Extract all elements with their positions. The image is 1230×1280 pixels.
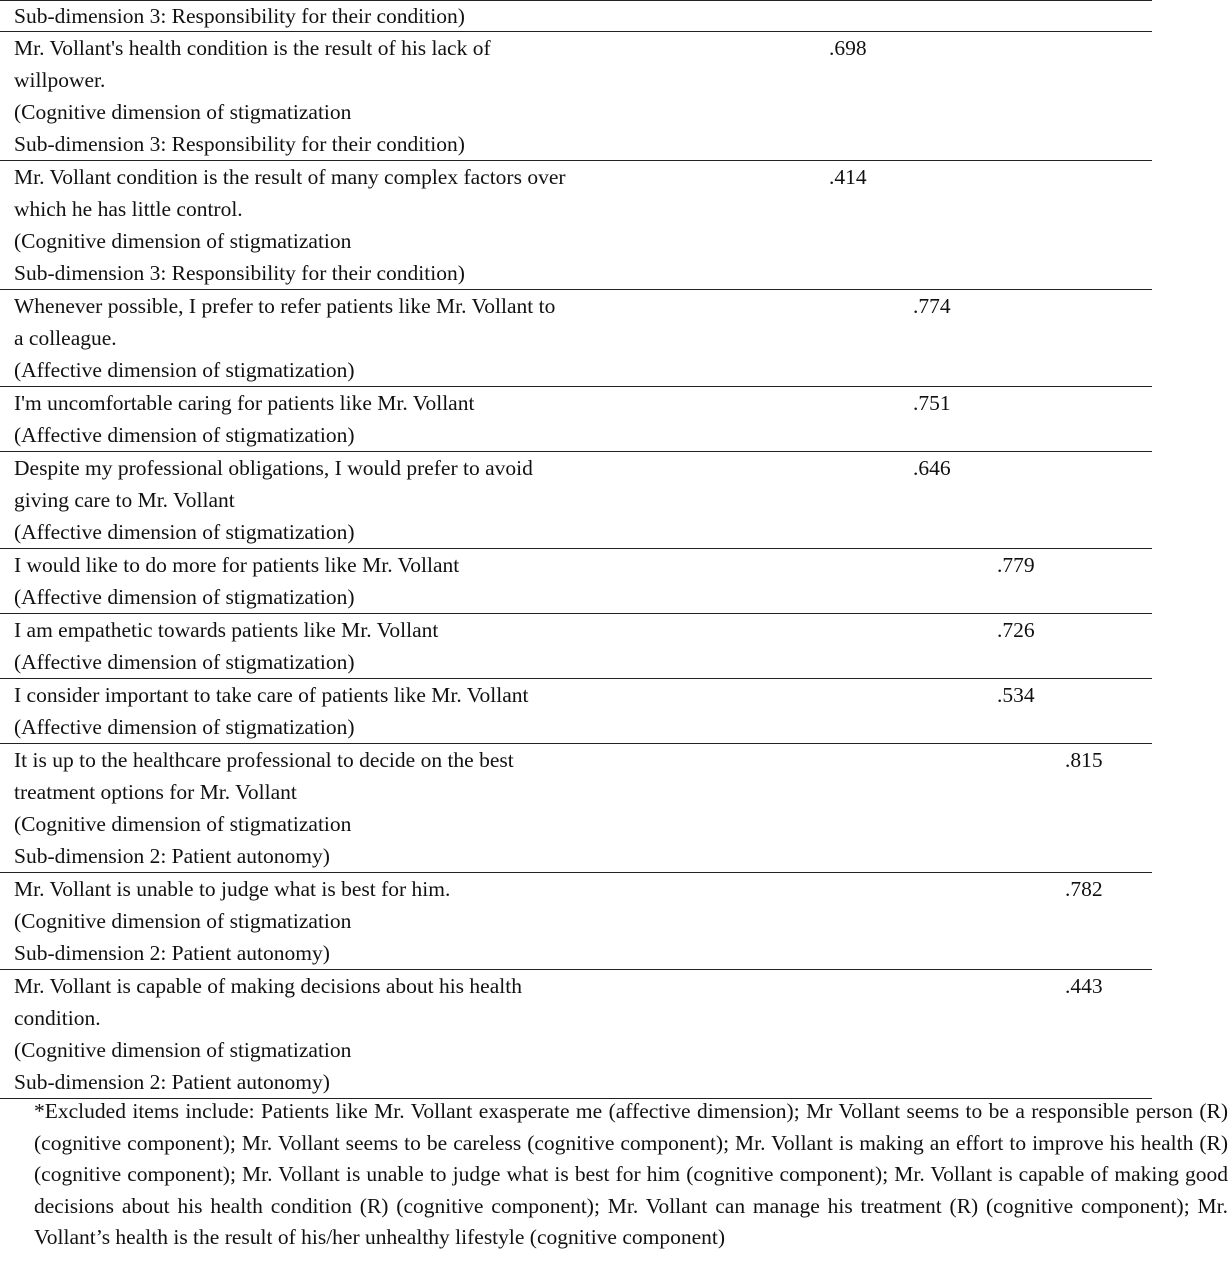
factor-loading: .698 [829,36,867,60]
table-row [0,549,1152,614]
table-row [0,873,1152,970]
item-line: Mr. Vollant condition is the result of many complex factors over [14,165,566,189]
item-text [14,387,634,451]
item-line: which he has little control. [14,197,243,221]
table-row [0,387,1152,452]
item-text [14,290,634,386]
item-line: giving care to Mr. Vollant [14,488,235,512]
item-line: I'm uncomfortable caring for patients like Mr. Vollant [14,391,475,415]
item-line: Mr. Vollant is capable of making decisions about his health [14,974,522,998]
factor-loading: .782 [1065,877,1103,901]
item-line: Sub-dimension 2: Patient autonomy) [14,844,330,868]
item-line: It is up to the healthcare professional to decide on the best [14,748,514,772]
item-line: Sub-dimension 2: Patient autonomy) [14,1070,330,1094]
item-text [14,1,634,31]
item-line: (Cognitive dimension of stigmatization [14,1038,352,1062]
factor-loading: .646 [913,456,951,480]
item-line: Despite my professional obligations, I would prefer to avoid [14,456,533,480]
item-text [14,32,634,160]
item-text [14,970,634,1098]
factor-loading: .414 [829,165,867,189]
item-line: (Cognitive dimension of stigmatization [14,100,352,124]
table-row [0,744,1152,873]
item-line: (Affective dimension of stigmatization) [14,520,355,544]
item-line: Sub-dimension 3: Responsibility for their condition) [14,132,465,156]
table-row [0,32,1152,161]
item-line: Mr. Vollant's health condition is the result of his lack of [14,36,491,60]
item-line: (Affective dimension of stigmatization) [14,358,355,382]
item-line: (Affective dimension of stigmatization) [14,423,355,447]
item-text [14,549,634,613]
factor-loading: .443 [1065,974,1103,998]
item-line: condition. [14,1006,101,1030]
table-row [0,161,1152,290]
factor-loading: .779 [997,553,1035,577]
table-row [0,452,1152,549]
item-line: willpower. [14,68,106,92]
item-line: I am empathetic towards patients like Mr. Vollant [14,618,439,642]
item-line: (Affective dimension of stigmatization) [14,715,355,739]
item-line: (Cognitive dimension of stigmatization [14,909,352,933]
item-text [14,161,634,289]
table-row [0,290,1152,387]
table-footnote: *Excluded items include: Patients like Mr. Vollant exasperate me (affective dimension); Mr Vollant seems to be a responsible person (R) (cognitive component); Mr. Vollant seems to be careless (cognitive component); Mr. Vollant is making an effort to improve his health (R) (cognitive component); Mr. Vollant is unable to judge what is best for him (cognitive component); Mr. Vollant is capable of making good decisions about his health condition (R) (cognitive component); Mr. Vollant can manage his treatment (R) (cognitive component); Mr. Vollant’s health is the result of his/her unhealthy lifestyle (cognitive component) [34,1099,1228,1250]
item-line: (Affective dimension of stigmatization) [14,585,355,609]
factor-loading: .815 [1065,748,1103,772]
factor-loading: .751 [913,391,951,415]
item-text [14,679,634,743]
item-text [14,452,634,548]
item-text [14,873,634,969]
item-line: (Cognitive dimension of stigmatization [14,812,352,836]
item-line: a colleague. [14,326,117,350]
item-line: treatment options for Mr. Vollant [14,780,297,804]
table-row [0,614,1152,679]
item-line: Sub-dimension 3: Responsibility for their condition) [14,261,465,285]
factor-loading: .774 [913,294,951,318]
item-text [14,614,634,678]
item-line: (Affective dimension of stigmatization) [14,650,355,674]
factor-loading: .534 [997,683,1035,707]
item-line: Sub-dimension 3: Responsibility for their condition) [14,4,465,28]
table-row [0,970,1152,1099]
item-line: I would like to do more for patients like Mr. Vollant [14,553,460,577]
table-row [0,679,1152,744]
item-line: Whenever possible, I prefer to refer patients like Mr. Vollant to [14,294,556,318]
item-line: Mr. Vollant is unable to judge what is best for him. [14,877,451,901]
item-text [14,744,634,872]
factor-loading: .726 [997,618,1035,642]
item-line: (Cognitive dimension of stigmatization [14,229,352,253]
item-line: I consider important to take care of patients like Mr. Vollant [14,683,529,707]
table-row [0,1,1152,32]
item-line: Sub-dimension 2: Patient autonomy) [14,941,330,965]
